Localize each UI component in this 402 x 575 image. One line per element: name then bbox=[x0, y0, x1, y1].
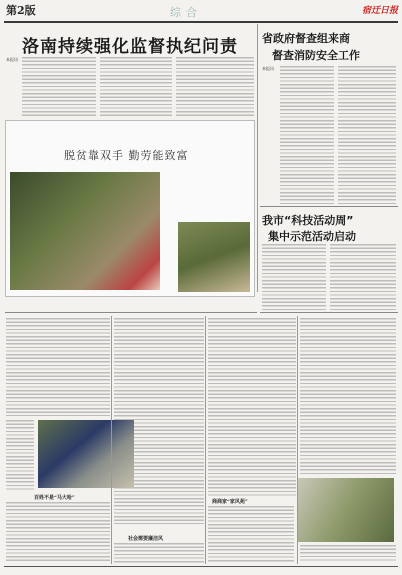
page-number: 第2版 bbox=[6, 4, 36, 17]
header-rule bbox=[4, 21, 398, 23]
feature-title: 脱贫靠双手 勤劳能致富 bbox=[64, 149, 189, 162]
right-top-headline-line1: 省政府督查组来商 bbox=[262, 32, 350, 45]
section-divider bbox=[260, 206, 398, 207]
right-mid-body-col-2 bbox=[330, 244, 396, 310]
column-divider bbox=[297, 316, 298, 564]
right-top-byline: 本报讯 bbox=[262, 66, 274, 71]
subhead-right: 商商家“家风苑” bbox=[212, 499, 248, 505]
subhead-left: 百姓不是“马大哈” bbox=[34, 495, 75, 501]
news-photo-group bbox=[38, 420, 134, 488]
column-divider bbox=[111, 316, 112, 564]
feature-photo-farmers bbox=[10, 172, 160, 290]
section-divider bbox=[5, 312, 257, 313]
right-mid-headline-line1: 我市“科技活动周” bbox=[262, 214, 354, 227]
column-divider bbox=[205, 316, 206, 564]
section-divider bbox=[260, 312, 398, 313]
lead-body-col-3 bbox=[176, 57, 254, 117]
lead-body-col-1 bbox=[22, 57, 96, 117]
right-mid-headline-line2: 集中示范活动启动 bbox=[268, 230, 356, 243]
right-mid-body-col-1 bbox=[262, 244, 326, 310]
lower-body-col-2b bbox=[114, 543, 204, 563]
subhead-bottom: 社会需要廉洁风 bbox=[128, 536, 164, 542]
lower-body-col-4b bbox=[300, 545, 396, 563]
lead-body-col-2 bbox=[100, 57, 172, 117]
footer-rule bbox=[4, 566, 398, 567]
lower-body-col-3 bbox=[208, 318, 296, 498]
news-photo-field bbox=[298, 478, 394, 542]
column-divider bbox=[257, 24, 258, 292]
lower-body-col-3b bbox=[208, 506, 294, 562]
lower-body-col-4 bbox=[300, 318, 396, 474]
newspaper-logo: 宿迁日报 bbox=[362, 6, 399, 16]
lead-byline: 本报讯 bbox=[6, 57, 18, 62]
lead-headline: 洛南持续强化监督执纪问责 bbox=[22, 37, 238, 57]
section-label: 综合 bbox=[170, 6, 202, 19]
lower-body-col-1c bbox=[6, 502, 110, 562]
right-top-headline-line2: 督查消防安全工作 bbox=[272, 49, 360, 62]
right-top-body-col-2 bbox=[338, 66, 396, 206]
lower-body-col-1b bbox=[6, 420, 34, 492]
lower-body-col-1 bbox=[6, 318, 110, 416]
right-top-body-col-1 bbox=[280, 66, 334, 206]
feature-photo-field bbox=[178, 222, 250, 292]
